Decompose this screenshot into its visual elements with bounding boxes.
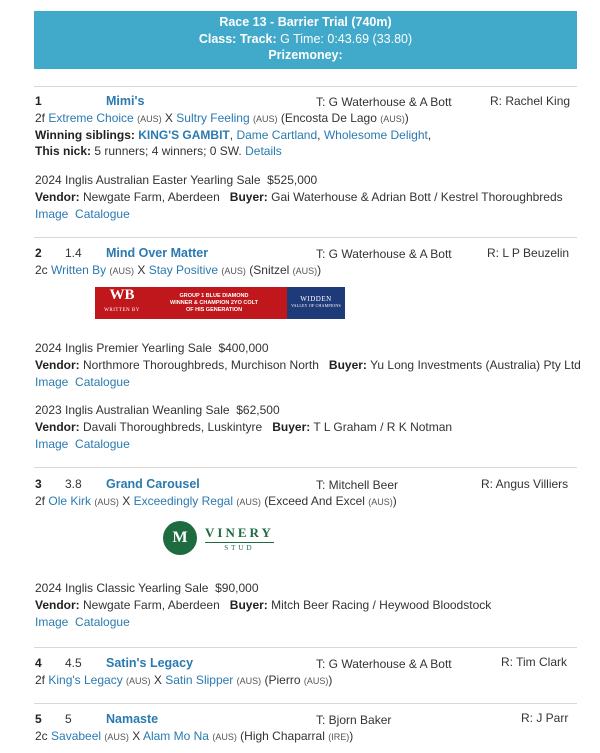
runner-position: 3 [35,477,42,491]
catalogue-link[interactable]: Catalogue [75,615,130,629]
vendor-buyer-line: Vendor: Northmore Thoroughbreds, Murchison North Buyer: Yu Long Investments (Australia) Pty Ltd [35,358,581,372]
runner-pedigree: 2f Extreme Choice (AUS) X Sultry Feeling (AUS) (Encosta De Lago (AUS)) [35,111,409,125]
sale-links [35,437,130,451]
runner-pedigree: 2f King's Legacy (AUS) X Satin Slipper (AUS) (Pierro (AUS)) [35,673,333,687]
runner-margin: 3.8 [65,477,82,491]
race-class-line: Class: Track: G Time: 0:43.69 (33.80) [198,31,413,46]
dam-link[interactable]: Satin Slipper [165,673,234,687]
divider [34,237,577,238]
dam-link[interactable]: Stay Positive [148,263,219,277]
sire-link[interactable]: Savabeel [51,729,102,743]
sire-link[interactable]: King's Legacy [48,673,123,687]
runner-margin: 5 [65,712,72,726]
divider [34,86,577,87]
race-prizemoney: Prizemoney: [268,48,343,62]
catalogue-link[interactable]: Catalogue [75,207,130,221]
dam-link[interactable]: Sultry Feeling [176,111,250,125]
race-header [34,11,577,69]
dam-link[interactable]: Exceedingly Regal [133,494,233,508]
runner-position: 5 [35,712,42,726]
runner-trainer: T: Mitchell Beer [316,478,399,492]
runner-pedigree: 2c Savabeel (AUS) X Alam Mo Na (AUS) (High Chaparral (IRE)) [35,729,354,743]
sale-links [35,207,130,221]
sale-links [35,615,130,629]
sale-line: 2024 Inglis Classic Yearling Sale $90,000 [35,581,259,595]
runner-pedigree: 2f Ole Kirk (AUS) X Exceedingly Regal (AUS) (Exceed And Excel (AUS)) [35,494,397,508]
sale-links [35,375,130,389]
sale-line: 2023 Inglis Australian Weanling Sale $62,500 [35,403,280,417]
runner-name-link[interactable]: Namaste [106,712,159,726]
runner-rider: R: Tim Clark [501,655,567,669]
catalogue-link[interactable]: Catalogue [75,375,130,389]
runner-name-link[interactable]: Mind Over Matter [106,246,209,260]
divider [34,647,577,648]
runner-rider: R: Rachel King [490,94,571,108]
runner-position: 4 [35,656,42,670]
runner-trainer: T: G Waterhouse & A Bott [316,95,452,109]
winning-siblings: Winning siblings: KING'S GAMBIT, Dame Cartland, Wholesome Delight, [35,128,432,142]
sale-line: 2024 Inglis Premier Yearling Sale $400,000 [35,341,269,355]
runner-position: 1 [35,94,42,108]
runner-trainer: T: G Waterhouse & A Bott [316,657,452,671]
dam-link[interactable]: Alam Mo Na [142,729,209,743]
runner-name-link[interactable]: Mimi's [106,94,145,108]
divider [34,467,577,468]
runner-trainer: T: Bjorn Baker [316,713,392,727]
wb-logo: WB WRITTEN BY [104,287,140,313]
vinery-stud-banner[interactable]: M VINERY STUD [163,518,283,558]
divider [34,703,577,704]
image-link[interactable]: Image [35,207,69,221]
vendor-buyer-line: Vendor: Newgate Farm, Aberdeen Buyer: Mitch Beer Racing / Heywood Bloodstock [35,598,492,612]
sire-link[interactable]: Ole Kirk [48,494,92,508]
runner-pedigree: 2c Written By (AUS) X Stay Positive (AUS) (Snitzel (AUS)) [35,263,322,277]
written-by-banner[interactable] [95,287,345,319]
image-link[interactable]: Image [35,375,69,389]
banner-text: GROUP 1 BLUE DIAMOND WINNER & CHAMPION 2YO COLT OF HIS GENERATION [170,292,258,313]
runner-name-link[interactable]: Satin's Legacy [106,656,194,670]
race-title: Race 13 - Barrier Trial (740m) [219,15,392,29]
sire-link[interactable]: Extreme Choice [48,111,134,125]
image-link[interactable]: Image [35,615,69,629]
vendor-buyer-line: Vendor: Newgate Farm, Aberdeen Buyer: Gai Waterhouse & Adrian Bott / Kestrel Thoroughbreds [35,190,563,204]
sibling-link[interactable]: Dame Cartland [236,128,318,142]
sale-line: 2024 Inglis Australian Easter Yearling Sale $525,000 [35,173,318,187]
runner-rider: R: Angus Villiers [481,477,569,491]
sibling-link[interactable]: KING'S GAMBIT [138,128,230,142]
runner-name-link[interactable]: Grand Carousel [106,477,200,491]
runner-position: 2 [35,246,42,260]
this-nick: This nick: 5 runners; 4 winners; 0 SW. Details [35,144,282,158]
runner-rider: R: J Parr [521,711,569,725]
runner-margin: 4.5 [65,656,82,670]
vinery-logo-icon: M [163,521,197,555]
widden-logo: WIDDEN VALLEY OF CHAMPIONS [287,287,345,319]
runner-margin: 1.4 [65,246,82,260]
sibling-link[interactable]: Wholesome Delight [323,128,428,142]
sire-link[interactable]: Written By [51,263,107,277]
nick-details-link[interactable]: Details [245,144,282,158]
vendor-buyer-line: Vendor: Davali Thoroughbreds, Luskintyre Buyer: T L Graham / R K Notman [35,420,453,434]
runner-rider: R: L P Beuzelin [487,246,570,260]
image-link[interactable]: Image [35,437,69,451]
runner-trainer: T: G Waterhouse & A Bott [316,247,452,261]
catalogue-link[interactable]: Catalogue [75,437,130,451]
